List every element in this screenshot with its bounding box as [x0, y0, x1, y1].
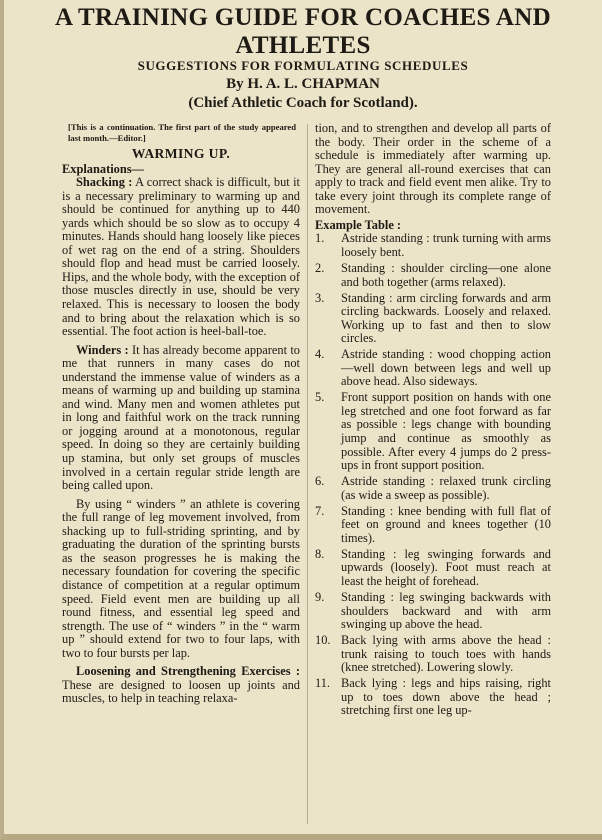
byline [14, 75, 592, 113]
loosening-term: Loosening and Strengthening Exercises : [76, 664, 300, 679]
loosening-text-continued: tion, and to strengthen and develop all parts of the body. Their order in the scheme of a schedule is immediately after warming up. They are general all-round exercises that can apply to track and field event men alike. Try to take every joint through its complete range of movement. [315, 121, 551, 217]
exercise-item [315, 634, 551, 675]
winders-paragraph-2: By using “ winders ” an athlete is covering the full range of leg movement involved, from shacking up to full-striding sprinting, and by graduating the duration of the sprinting bursts as the season progresses he is making the necessary foundation for covering the specific distance of competition at a regular optimum speed. Field event men are building up all round fitness, and essential leg speed and strength. The use of “ winders ” in the “ warm up ” should extend for two to four laps, with two to four bursts per lap. [62, 496, 300, 660]
exercise-list [315, 232, 551, 718]
explanations-label: Explanations— [62, 161, 144, 176]
column-divider [307, 124, 308, 824]
exercise-item [315, 548, 551, 589]
exercise-number: 6. [315, 474, 325, 489]
article-subtitle: SUGGESTIONS FOR FORMULATING SCHEDULES [137, 58, 469, 73]
exercise-number: 4. [315, 347, 325, 362]
exercise-number: 1. [315, 231, 325, 246]
exercise-item [315, 505, 551, 546]
exercise-text: Front support position on hands with one leg stretched and one foot forward as far as possible : legs change with bounding jump and continue as smoothly as possible. After every 4 jumps do 2 press-ups in front support position. [341, 390, 551, 473]
exercise-number: 2. [315, 260, 325, 275]
winders-paragraph [62, 344, 300, 493]
exercise-text: Astride standing : wood chopping action—well down between legs and well up above head. Also sideways. [341, 347, 551, 389]
example-table-label: Example Table : [315, 217, 402, 232]
author-name: By H. A. L. CHAPMAN [226, 76, 380, 92]
exercise-number: 10. [315, 633, 331, 648]
exercise-item [315, 391, 551, 472]
exercise-text: Astride standing : relaxed trunk circling (as wide a sweep as possible). [341, 474, 551, 502]
editor-note: [This is a continuation. The first part of the study appeared last month.—Editor.] [68, 122, 296, 143]
exercise-item [315, 348, 551, 389]
right-column [315, 122, 551, 720]
left-column [62, 122, 300, 706]
exercise-number: 7. [315, 503, 325, 518]
exercise-item [315, 591, 551, 632]
exercise-item [315, 262, 551, 289]
shacking-text: A correct shack is difficult, but it is a necessary preliminary to warming up and should be continued for anything up to 440 yards which should be so slow as to occupy 4 minutes. Hands should hang loosely like pieces of wet rag on the end of a string. Shoulders should flop and head must be carried loosely. Hips, and the whole body, with the exception of those muscles directly in use, should be very relaxed. This is necessary to loosen the body and to bring about the relaxation which is so essential. The foot action is heel-ball-toe. [62, 175, 300, 339]
section-heading: WARMING UP. [131, 146, 231, 161]
exercise-number: 3. [315, 290, 325, 305]
loosening-paragraph [62, 665, 300, 706]
author-role: (Chief Athletic Coach for Scotland). [188, 95, 418, 111]
exercise-number: 5. [315, 390, 325, 405]
exercise-text: Standing : shoulder circling—one alone and both together (arms relaxed). [341, 260, 551, 289]
winders-term: Winders : [76, 342, 129, 357]
article-title: A TRAINING GUIDE FOR COACHES AND ATHLETES [54, 4, 551, 59]
exercise-item [315, 232, 551, 259]
winders-text: It has already become apparent to me that runners in many cases do not understand the immense value of winders as a means of warming up and building up stamina and wind. Many men and women athletes put in long and faithful work on the track running or jogging around at a monotonous, regular speed. In doing so they are certainly building up stamina, but only set groups of muscles involved in a certain regular stride length are being called upon. [62, 342, 300, 493]
exercise-text: Back lying : legs and hips raising, right up to toes down above the head ; stretching first one leg up- [341, 676, 551, 718]
exercise-text: Standing : leg swinging backwards with shoulders backward and with arm swinging up above the head. [341, 590, 551, 632]
exercise-item [315, 677, 551, 718]
exercise-text: Standing : leg swinging forwards and upwards (loosely). Foot must reach at least the height of forehead. [341, 546, 551, 588]
shacking-term: Shacking : [76, 175, 133, 190]
exercise-text: Back lying with arms above the head : trunk raising to touch toes with hands (knee stretched). Lowering slowly. [341, 633, 551, 675]
shacking-paragraph [62, 176, 300, 339]
exercise-number: 11. [315, 676, 331, 691]
exercise-text: Standing : arm circling forwards and arm circling backwards. Loosely and relaxed. Working up to fast and then to slow circles. [341, 290, 551, 346]
exercise-text: Standing : knee bending with full flat of feet on ground and knees together (10 times). [341, 503, 551, 545]
exercise-item [315, 475, 551, 502]
exercise-item [315, 292, 551, 346]
exercise-number: 9. [315, 590, 325, 605]
exercise-number: 8. [315, 546, 325, 561]
loosening-text-start: These are designed to loosen up joints and muscles, to help in teaching relaxa- [62, 677, 300, 706]
exercise-text: Astride standing : trunk turning with arms loosely bent. [341, 231, 551, 259]
